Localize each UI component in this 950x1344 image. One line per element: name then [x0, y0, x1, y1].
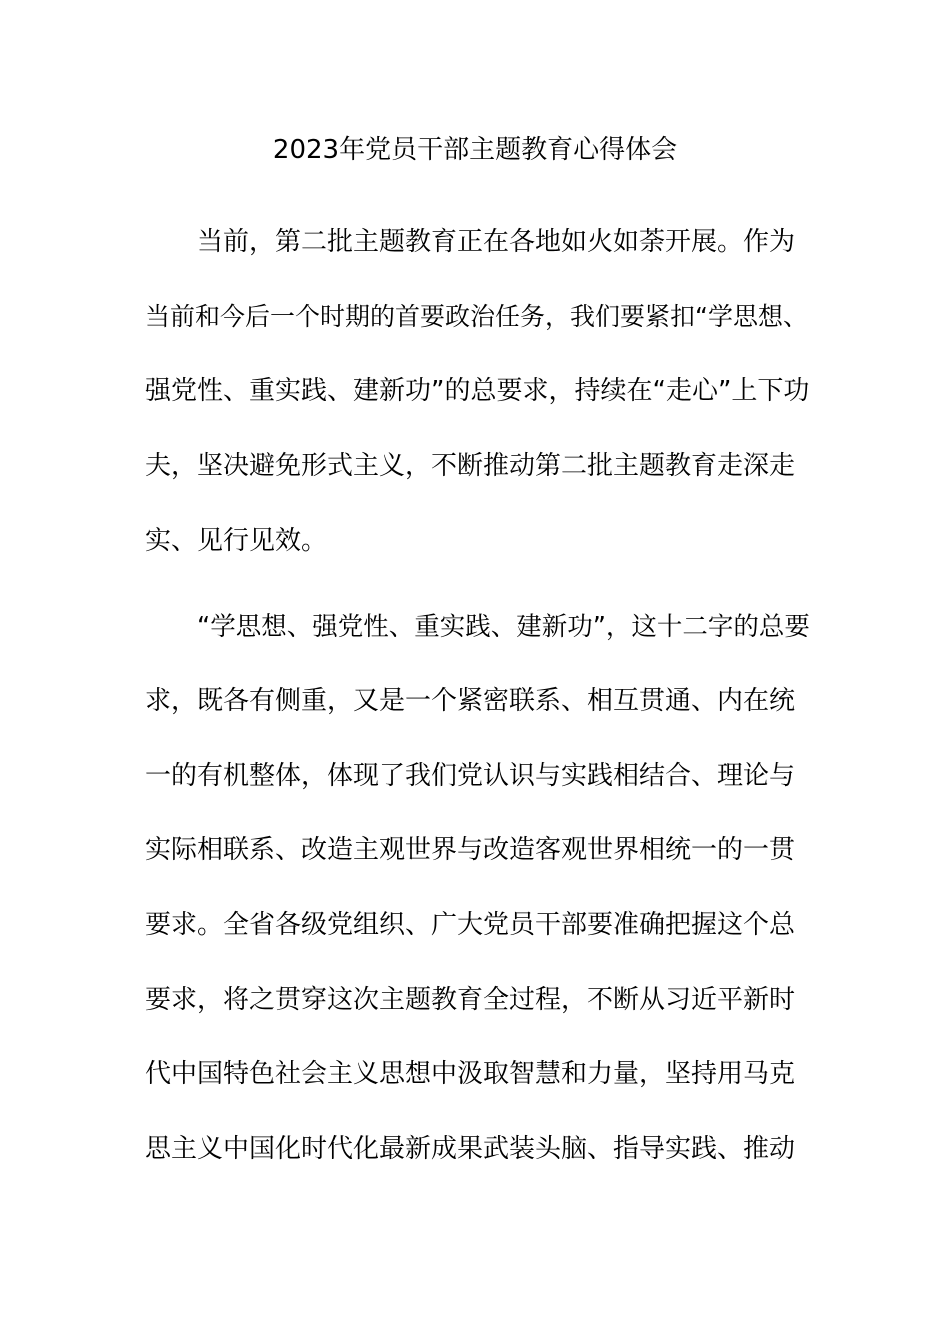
paragraph-1-line-1: 当前，第二批主题教育正在各地如火如荼开展。作为 — [197, 227, 796, 257]
paragraph-2-line-8: 思主义中国化时代化最新成果武装头脑、指导实践、推动 — [145, 1134, 796, 1164]
paragraph-2-line-5: 要求。全省各级党组织、广大党员干部要准确把握这个总 — [145, 910, 796, 940]
paragraph-2-line-3: 一的有机整体，体现了我们党认识与实践相结合、理论与 — [145, 761, 796, 791]
paragraph-1-line-4: 夫，坚决避免形式主义，不断推动第二批主题教育走深走 — [145, 451, 796, 481]
paragraph-1-line-3: 强党性、重实践、建新功”的总要求，持续在“走心”上下功 — [145, 376, 810, 406]
document-title: 2023年党员干部主题教育心得体会 — [272, 135, 678, 165]
paragraph-1-line-5: 实、见行见效。 — [145, 526, 328, 556]
paragraph-2-line-6: 要求，将之贯穿这次主题教育全过程，不断从习近平新时 — [145, 985, 796, 1015]
paragraph-2-line-1: “学思想、强党性、重实践、建新功”，这十二字的总要 — [197, 612, 810, 642]
paragraph-1-line-2: 当前和今后一个时期的首要政治任务，我们要紧扣“学思想、 — [145, 302, 808, 331]
paragraph-2-line-7: 代中国特色社会主义思想中汲取智慧和力量，坚持用马克 — [145, 1059, 796, 1089]
paragraph-2-line-4: 实际相联系、改造主观世界与改造客观世界相统一的一贯 — [145, 835, 796, 865]
paragraph-2-line-2: 求，既各有侧重，又是一个紧密联系、相互贯通、内在统 — [145, 686, 796, 716]
